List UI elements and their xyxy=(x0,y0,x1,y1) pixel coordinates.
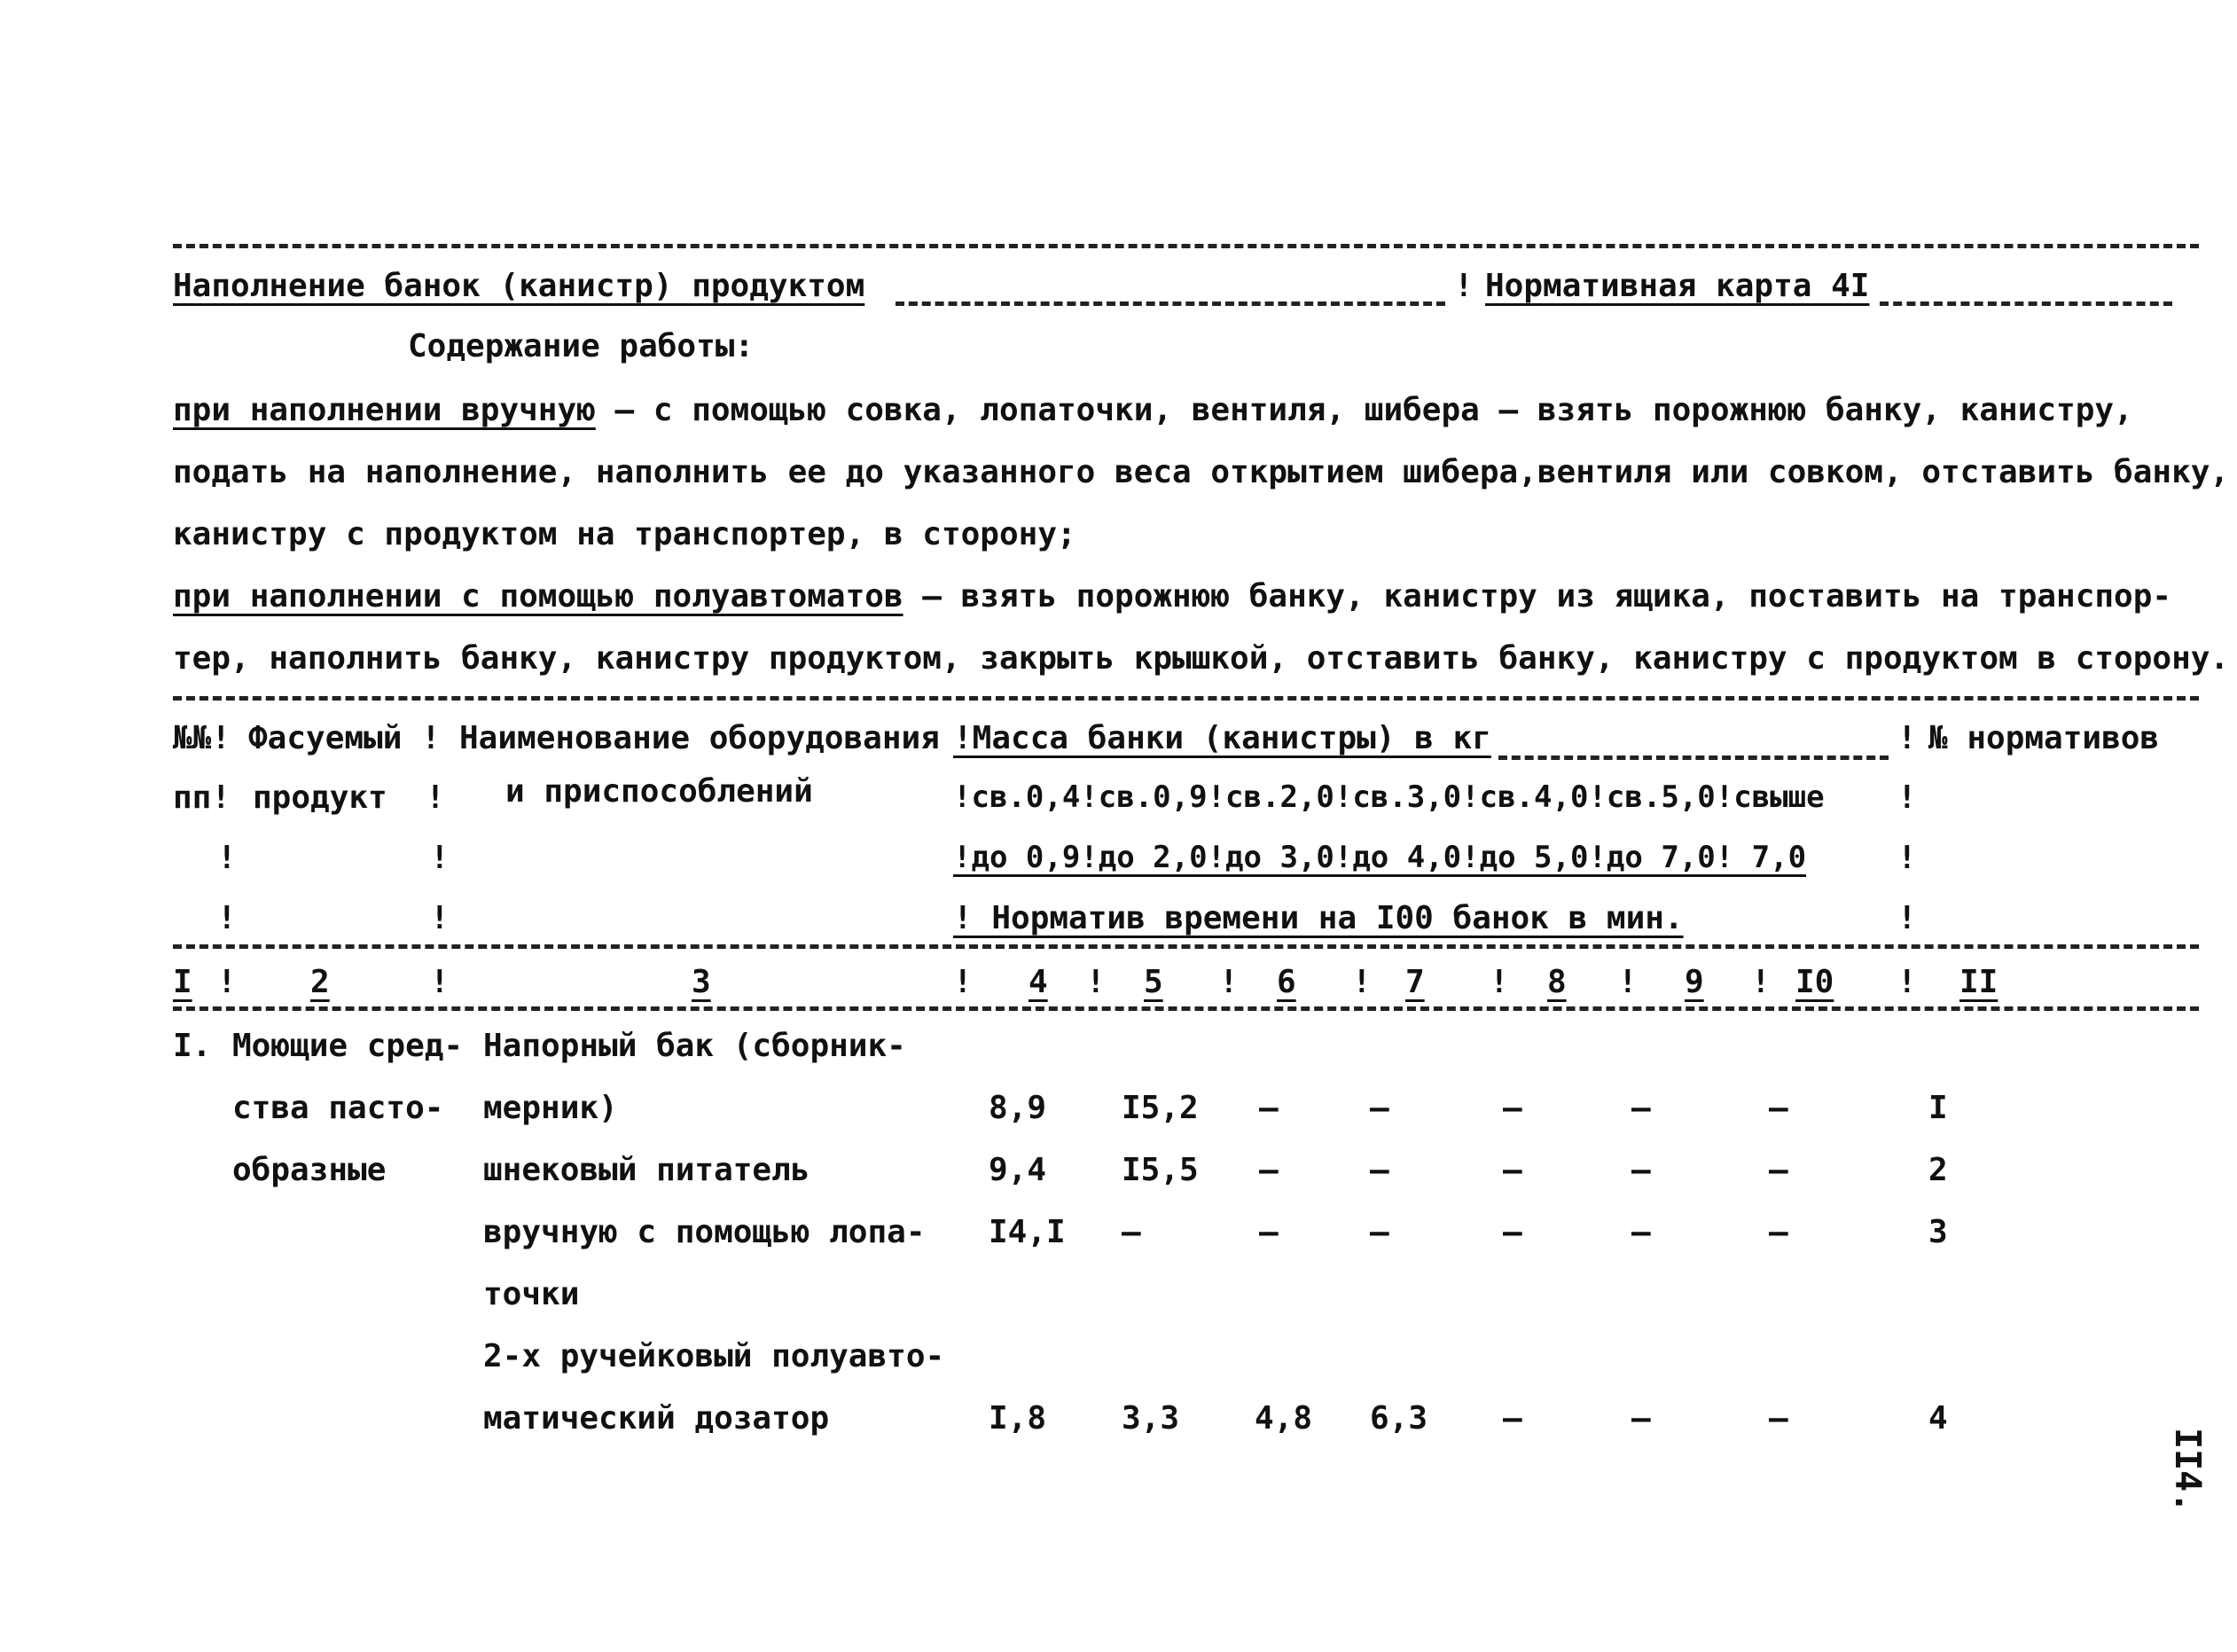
group-index: I. xyxy=(173,1028,212,1064)
value-cell: – xyxy=(1631,1090,1651,1126)
head-product-4: ! xyxy=(430,900,450,936)
col-sep: ! xyxy=(1352,964,1372,1000)
paragraph-lead-manual: при наполнении вручную xyxy=(173,392,596,428)
col-num: 6 xyxy=(1277,964,1296,1000)
col-num: 4 xyxy=(1029,964,1048,1000)
head-norms-sep-3: ! xyxy=(1897,840,1917,876)
value-cell: – xyxy=(1631,1152,1651,1188)
value-cell: – xyxy=(1503,1400,1522,1437)
card-number: Нормативная карта 4I xyxy=(1485,268,1870,304)
equipment-line: мерник) xyxy=(483,1090,618,1126)
value-cell: – xyxy=(1259,1090,1279,1126)
head-mass: !Масса банки (канистры) в кг xyxy=(953,720,1491,756)
equipment-line: вручную с помощью лопа- xyxy=(483,1214,926,1250)
value-cell: – xyxy=(1259,1152,1279,1188)
col-sep: ! xyxy=(1618,964,1638,1000)
table-top-rule xyxy=(173,696,2199,701)
norm-number: 3 xyxy=(1928,1214,1948,1250)
paragraph-text: – с помощью совка, лопаточки, вентиля, шибера – взять порожнюю банку, канистру, xyxy=(595,392,2133,428)
head-mass-ranges-from: !св.0,4!св.0,9!св.2,0!св.3,0!св.4,0!св.5,0!свыше xyxy=(953,779,1825,815)
paragraph-line-1 xyxy=(173,392,2133,428)
card-dash-fill xyxy=(1880,301,2172,306)
equipment-line: шнековый питатель xyxy=(483,1152,810,1188)
col-sep: ! xyxy=(217,964,237,1000)
col-num: I0 xyxy=(1795,964,1834,1000)
col-num: II xyxy=(1959,964,1998,1000)
content-title: Содержание работы: xyxy=(408,328,755,364)
value-cell: 8,9 xyxy=(989,1090,1047,1126)
paragraph-line-5: тер, наполнить банку, канистру продуктом, закрыть крышкой, отставить банку, канистру с продуктом в сторону. xyxy=(173,640,2230,677)
value-cell: – xyxy=(1631,1214,1651,1250)
col-num: 2 xyxy=(310,964,330,1000)
equipment-line: Напорный бак (сборник- xyxy=(483,1028,906,1064)
equipment-line: точки xyxy=(483,1276,580,1312)
head-norms: № нормативов xyxy=(1928,720,2160,756)
head-equipment-2: и приспособлений xyxy=(505,773,813,810)
group-product-line: ства пасто- xyxy=(232,1090,444,1126)
value-cell: – xyxy=(1370,1090,1389,1126)
card-title: Наполнение банок (канистр) продуктом xyxy=(173,268,865,304)
equipment-line: 2-х ручейковый полуавто- xyxy=(483,1338,945,1374)
col-sep: ! xyxy=(1219,964,1239,1000)
title-dash-fill xyxy=(896,301,1445,306)
paragraph-line-2: подать на наполнение, наполнить ее до указанного веса открытием шибера,вентиля или совком, отставить банку, xyxy=(173,454,2230,490)
head-equipment: Наименование оборудования xyxy=(459,720,940,756)
top-rule xyxy=(173,244,2199,248)
value-cell: – xyxy=(1370,1152,1389,1188)
col-sep: ! xyxy=(430,964,450,1000)
col-sep: ! xyxy=(1897,964,1917,1000)
head-norms-sep: ! xyxy=(1897,720,1917,756)
paragraph-line-3: канистру с продуктом на транспортер, в сторону; xyxy=(173,516,1076,552)
head-num: №№! xyxy=(173,720,231,756)
head-num-2: пп! xyxy=(173,779,231,816)
col-num: 3 xyxy=(692,964,711,1000)
value-cell: – xyxy=(1769,1214,1788,1250)
value-cell: – xyxy=(1503,1152,1522,1188)
norm-number: 4 xyxy=(1928,1400,1948,1437)
value-cell: I5,2 xyxy=(1122,1090,1199,1126)
value-cell: I,8 xyxy=(989,1400,1047,1437)
col-sep: ! xyxy=(1490,964,1509,1000)
col-sep: ! xyxy=(953,964,973,1000)
value-cell: – xyxy=(1503,1090,1522,1126)
value-cell: – xyxy=(1631,1400,1651,1437)
value-cell: 4,8 xyxy=(1255,1400,1313,1437)
paragraph-text: – взять порожнюю банку, канистру из ящика, поставить на транспор- xyxy=(903,578,2172,615)
value-cell: 6,3 xyxy=(1370,1400,1428,1437)
card-separator: ! xyxy=(1454,268,1474,304)
col-sep: ! xyxy=(1086,964,1106,1000)
value-cell: I4,I xyxy=(989,1214,1066,1250)
head-num-4: ! xyxy=(217,900,237,936)
value-cell: – xyxy=(1370,1214,1389,1250)
group-product-line: Моющие сред- xyxy=(232,1028,464,1064)
norm-number: 2 xyxy=(1928,1152,1948,1188)
head-num-3: ! xyxy=(217,840,237,876)
paragraph-lead-semiauto: при наполнении с помощью полуавтоматов xyxy=(173,578,903,615)
head-norms-sep-2: ! xyxy=(1897,779,1917,816)
head-time-norm: ! Норматив времени на I00 банок в мин. xyxy=(953,900,1684,936)
col-num: I xyxy=(173,964,192,1000)
col-num: 7 xyxy=(1405,964,1425,1000)
col-sep: ! xyxy=(1751,964,1771,1000)
value-cell: 9,4 xyxy=(989,1152,1047,1188)
head-norms-sep-4: ! xyxy=(1897,900,1917,936)
page-number: II4. xyxy=(2167,1428,2208,1514)
mass-dash-fill xyxy=(1498,756,1889,760)
header-bottom-rule xyxy=(173,944,2199,949)
column-numbers-rule xyxy=(173,1006,2199,1011)
col-num: 8 xyxy=(1547,964,1567,1000)
norm-number: I xyxy=(1928,1090,1948,1126)
paragraph-line-4 xyxy=(173,578,2172,615)
col-num: 9 xyxy=(1685,964,1704,1000)
head-product: Фасуемый ! xyxy=(248,720,441,756)
value-cell: – xyxy=(1503,1214,1522,1250)
value-cell: 3,3 xyxy=(1122,1400,1180,1437)
value-cell: – xyxy=(1259,1214,1279,1250)
value-cell: – xyxy=(1769,1400,1788,1437)
value-cell: – xyxy=(1769,1090,1788,1126)
head-mass-ranges-to: !до 0,9!до 2,0!до 3,0!до 4,0!до 5,0!до 7,0! 7,0 xyxy=(953,840,1807,875)
equipment-line: матический дозатор xyxy=(483,1400,830,1437)
value-cell: I5,5 xyxy=(1122,1152,1199,1188)
head-product-2: продукт ! xyxy=(253,779,445,816)
value-cell: – xyxy=(1769,1152,1788,1188)
value-cell: – xyxy=(1122,1214,1141,1250)
head-product-3: ! xyxy=(430,840,450,876)
col-num: 5 xyxy=(1144,964,1163,1000)
group-product-line: образные xyxy=(232,1152,387,1188)
